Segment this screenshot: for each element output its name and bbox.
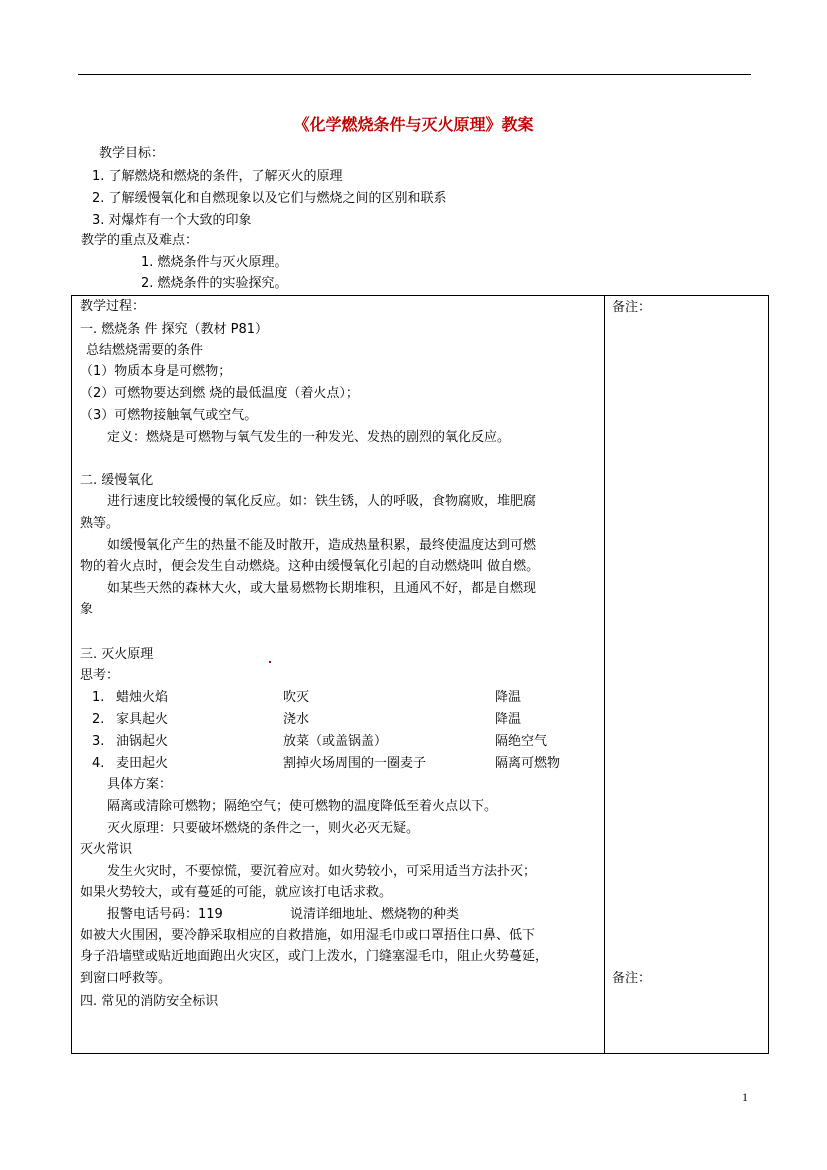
objective-item-2: 2. 了解缓慢氧化和自燃现象以及它们与燃烧之间的区别和联系 (92, 191, 447, 206)
fire-row-1-principle: 降温 (495, 690, 522, 705)
fire-row-3-principle: 隔绝空气 (495, 734, 548, 749)
section2-p3-line1: 如某些天然的森林大火，或大量易燃物长期堆积，且通风不好，都是自燃现 (107, 581, 537, 596)
fire-row-3-method: 放菜（或盖锅盖） (283, 734, 388, 749)
common-p2-line3: 到窗口呼救等。 (80, 971, 172, 986)
condition-3: （3）可燃物接触氧气或空气。 (80, 408, 258, 423)
key-point-1: 1. 燃烧条件与灭火原理。 (141, 255, 288, 270)
header-rule (78, 74, 751, 75)
objectives-heading: 教学目标： (99, 146, 165, 161)
process-heading: 教学过程： (80, 299, 146, 314)
section2-p1-line2: 熟等。 (80, 516, 120, 531)
table-column-divider (604, 295, 605, 1054)
common-p2-line1: 如被大火围困，要冷静采取相应的自救措施，如用湿毛巾或口罩捂住口鼻、低下 (80, 928, 536, 943)
page-number: 1 (742, 1090, 748, 1104)
condition-2: （2）可燃物要达到燃 烧的最低温度（着火点）； (80, 386, 359, 401)
fire-row-3-item: 油锅起火 (116, 734, 169, 749)
section2-p2-line1: 如缓慢氧化产生的热量不能及时散开，造成热量积累，最终使温度达到可燃 (107, 538, 537, 553)
plan-text: 隔离或清除可燃物；隔绝空气；使可燃物的温度降低至着火点以下。 (107, 799, 498, 814)
plan-heading: 具体方案： (107, 777, 173, 792)
page-title: 《化学燃烧条件与灭火原理》教案 (293, 115, 534, 134)
fire-row-2-method: 浇水 (283, 712, 310, 727)
alarm-phone: 报警电话号码：119 (107, 907, 223, 922)
fire-row-4-principle: 隔离可燃物 (495, 756, 561, 771)
key-points-heading: 教学的重点及难点： (81, 233, 199, 248)
section2-title: 二. 缓慢氧化 (80, 473, 154, 488)
fire-row-2-num: 2. (92, 712, 105, 727)
common-p1-line1: 发生火灾时，不要惊慌，要沉着应对。如火势较小，可采用适当方法扑灭； (107, 864, 537, 879)
section1-summary: 总结燃烧需要的条件 (86, 343, 204, 358)
alarm-phone-note: 说清详细地址、燃烧物的种类 (290, 907, 460, 922)
fire-row-4-method: 割掉火场周围的一圈麦子 (283, 756, 427, 771)
condition-1: （1）物质本身是可燃物； (80, 364, 232, 379)
fire-row-3-num: 3. (92, 734, 105, 749)
extinguish-principle: 灭火原理：只要破坏燃烧的条件之一，则火必灭无疑。 (107, 821, 420, 836)
section2-p3-line2: 象 (80, 602, 94, 617)
notes-label-top: 备注： (612, 300, 652, 315)
fire-row-2-item: 家具起火 (116, 712, 169, 727)
key-point-2: 2. 燃烧条件的实验探究。 (141, 276, 288, 291)
fire-row-1-num: 1. (92, 690, 105, 705)
common-p2-line2: 身子沿墙壁或贴近地面跑出火灾区，或门上泼水，门缝塞湿毛巾，阻止火势蔓延， (80, 949, 549, 964)
notes-label-bottom: 备注： (612, 971, 652, 986)
combustion-definition: 定义：燃烧是可燃物与氧气发生的一种发光、发热的剧烈的氧化反应。 (107, 430, 511, 445)
common-title: 灭火常识 (80, 842, 133, 857)
section1-title: 一. 燃烧条 件 探究（教材 P81） (80, 322, 269, 337)
fire-row-1-method: 吹灭 (283, 690, 310, 705)
think-label: 思考： (80, 668, 120, 683)
common-p1-line2: 如果火势较大，或有蔓延的可能，就应该打电话求救。 (80, 885, 393, 900)
section2-p2-line2: 物的着火点时，便会发生自动燃烧。这种由缓慢氧化引起的自动燃烧叫 做自燃。 (80, 559, 540, 574)
section3-title: 三. 灭火原理 (80, 647, 154, 662)
red-mark (269, 661, 271, 663)
fire-row-4-num: 4. (92, 756, 105, 771)
section2-p1-line1: 进行速度比较缓慢的氧化反应。如：铁生锈，人的呼吸，食物腐败，堆肥腐 (107, 494, 537, 509)
section4-title: 四. 常见的消防安全标识 (80, 994, 219, 1009)
fire-row-4-item: 麦田起火 (116, 756, 169, 771)
fire-row-1-item: 蜡烛火焰 (116, 690, 169, 705)
objective-item-1: 1. 了解燃烧和燃烧的条件，了解灭火的原理 (92, 169, 343, 184)
fire-row-2-principle: 降温 (495, 712, 522, 727)
objective-item-3: 3. 对爆炸有一个大致的印象 (92, 213, 252, 228)
